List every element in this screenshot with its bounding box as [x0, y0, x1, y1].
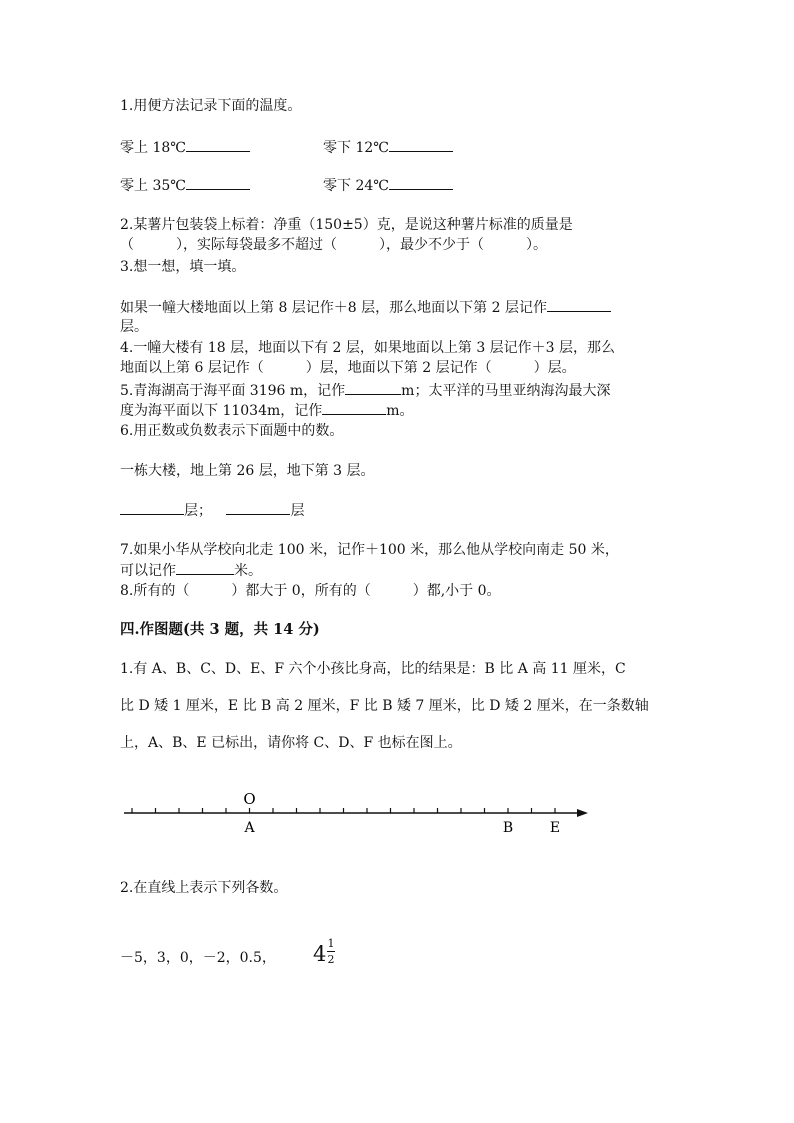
point-label-e: E	[549, 820, 561, 836]
question-3-prompt: 如果一幢大楼地面以上第 8 层记作＋8 层，那么地面以下第 2 层记作	[120, 300, 547, 316]
answer-blank[interactable]	[345, 380, 401, 395]
temp-label: 零上 18℃	[120, 140, 186, 156]
question-7-line-2	[120, 560, 262, 581]
unit-label: 层	[290, 503, 305, 519]
answer-blank[interactable]	[186, 175, 250, 190]
question-3-line-1	[120, 297, 611, 318]
question-5-line-1	[120, 380, 610, 401]
question-5-text-b: m；太平洋的马里亚纳海沟最大深	[401, 383, 611, 399]
mixed-numerator: 1	[327, 937, 335, 950]
answer-blank[interactable]	[186, 137, 250, 152]
problem-2-text: 2.在直线上表示下列各数。	[120, 880, 288, 896]
origin-label: O	[243, 790, 256, 808]
problem-1-line-3: 上，A、B、E 已标出，请你将 C、D、F 也标在图上。	[120, 735, 462, 751]
question-7-text-b: 米。	[234, 563, 262, 579]
question-5-line-2	[120, 400, 414, 421]
mixed-denominator: 2	[327, 953, 335, 966]
temp-item-3	[120, 175, 250, 196]
question-4-line-1: 4.一幢大楼有 18 层，地面以下有 2 层，如果地面以上第 3 层记作＋3 层，那么	[120, 340, 616, 356]
fraction-bar	[327, 951, 335, 952]
point-label-b: B	[502, 820, 514, 836]
question-2-line-1: 2.某薯片包装袋上标着：净重（150±5）克，是说这种薯片标准的质量是	[120, 217, 573, 233]
temp-item-1	[120, 137, 250, 158]
question-6-sub: 一栋大楼，地上第 26 层，地下第 3 层。	[120, 463, 375, 479]
arrow-icon	[577, 809, 588, 817]
section-heading: 四.作图题(共 3 题，共 14 分)	[120, 621, 320, 638]
question-4-line-2: 地面以上第 6 层记作（ ）层，地面以下第 2 层记作（ ）层。	[120, 360, 576, 376]
question-6-text: 6.用正数或负数表示下面题中的数。	[120, 423, 344, 439]
answer-blank[interactable]	[226, 500, 290, 515]
answer-blank[interactable]	[389, 137, 453, 152]
question-5-text-a: 5.青海湖高于海平面 3196 m，记作	[120, 383, 346, 399]
question-7-text-a: 可以记作	[120, 563, 176, 579]
question-1-text: 1.用便方法记录下面的温度。	[120, 98, 302, 114]
temp-label: 零下 24℃	[323, 178, 389, 194]
answer-blank[interactable]	[120, 500, 184, 515]
answer-blank[interactable]	[322, 400, 386, 415]
question-5-text-d: m。	[386, 403, 414, 419]
question-8-text: 8.所有的（ ）都大于 0，所有的（ ）都,小于 0。	[120, 583, 501, 599]
temp-item-2	[323, 137, 453, 158]
mixed-whole: 4	[313, 942, 327, 966]
question-3-line-2: 层。	[120, 319, 148, 335]
number-line[interactable]	[0, 780, 794, 850]
temp-label: 零下 12℃	[323, 140, 389, 156]
temp-label: 零上 35℃	[120, 178, 186, 194]
problem-1-line-1: 1.有 A、B、C、D、E、F 六个小孩比身高，比的结果是：B 比 A 高 11 厘米，C	[120, 661, 626, 677]
answer-blank[interactable]	[176, 560, 234, 575]
mixed-number	[313, 937, 335, 966]
question-7-line-1: 7.如果小华从学校向北走 100 米，记作＋100 米，那么他从学校向南走 50 米，	[120, 542, 619, 558]
answer-blank[interactable]	[389, 175, 453, 190]
problem-1-line-2: 比 D 矮 1 厘米，E 比 B 高 2 厘米，F 比 B 矮 7 厘米，比 D 矮 2 厘米，在一条数轴	[120, 698, 649, 714]
point-label-a: A	[244, 820, 255, 836]
unit-label: 层；	[184, 503, 212, 519]
temp-item-4	[323, 175, 453, 196]
question-6-answers	[120, 500, 304, 521]
problem-2-numbers: －5，3，0，－2，0.5，	[120, 950, 276, 966]
question-5-text-c: 度为海平面以下 11034m，记作	[120, 403, 323, 419]
question-2-line-2: （ ），实际每袋最多不超过（ ），最少不少于（ ）。	[120, 237, 547, 253]
question-3-text: 3.想一想，填一填。	[120, 259, 246, 275]
answer-blank[interactable]	[547, 297, 611, 312]
